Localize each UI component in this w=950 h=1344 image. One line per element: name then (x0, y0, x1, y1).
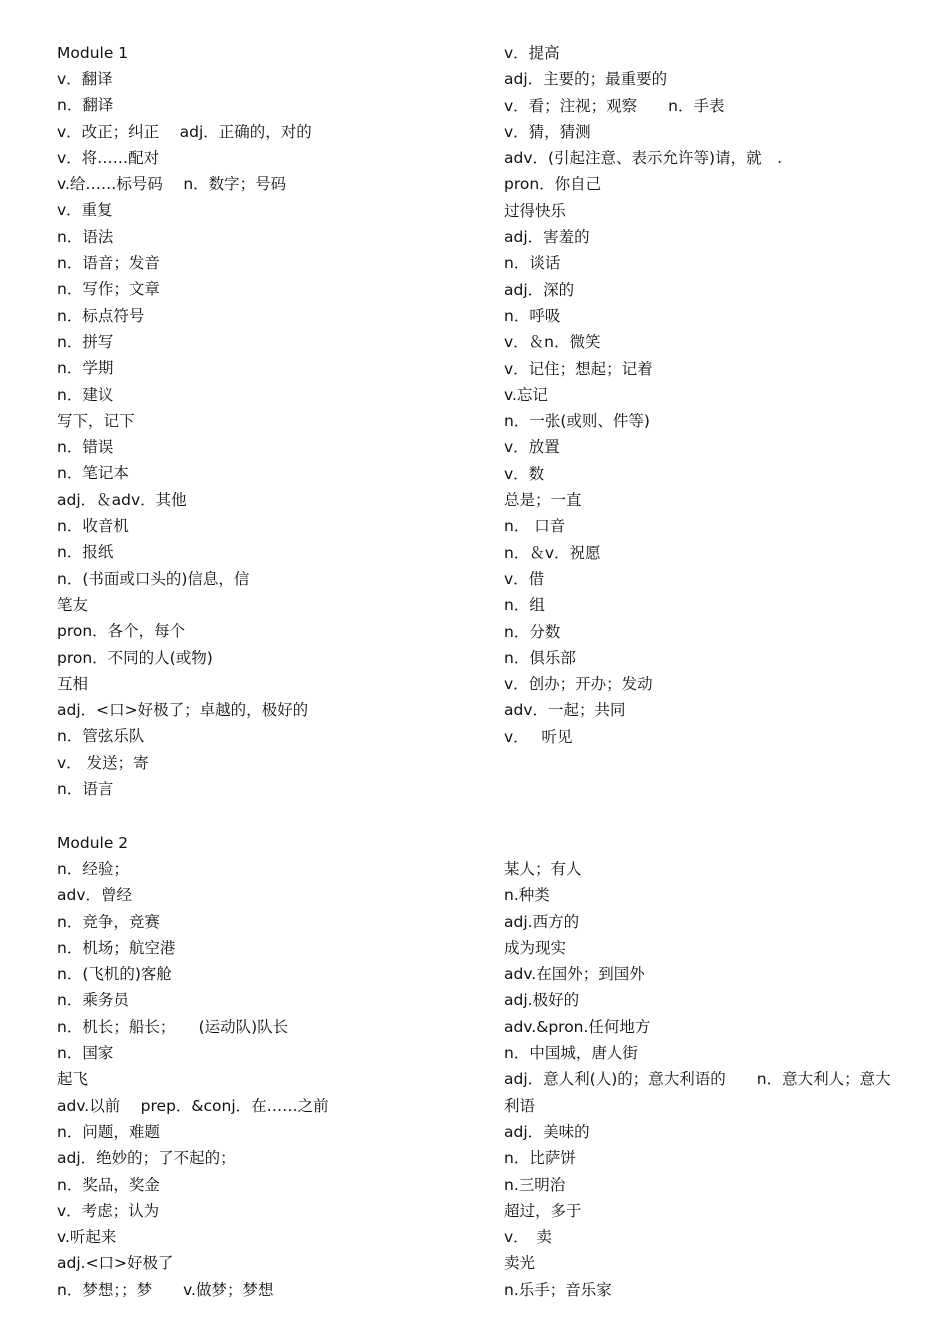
vocab-entry: n．语音；发音 (57, 254, 160, 273)
vocab-entry: n．笔记本 (57, 464, 129, 483)
vocab-entry: adv.以前 prep．&conj．在……之前 (57, 1096, 329, 1115)
vocab-entry: adj.西方的 (504, 912, 580, 931)
vocab-entry: n．组 (504, 596, 545, 615)
vocab-entry: n．报纸 (57, 543, 114, 562)
vocab-entry: 过得快乐 (504, 201, 567, 220)
vocab-entry: 成为现实 (504, 938, 567, 957)
vocab-entry: v．放置 (504, 438, 560, 457)
vocab-entry: v．改正；纠正 adj．正确的，对的 (57, 122, 312, 141)
vocab-entry: n．梦想；；梦 v.做梦；梦想 (57, 1280, 274, 1299)
vocab-entry: v．翻译 (57, 70, 113, 88)
vocab-entry: adj.极好的 (504, 991, 580, 1010)
vocab-entry: v．借 (504, 569, 545, 588)
vocab-entry: n．语言 (57, 780, 114, 799)
vocab-entry: adv．(引起注意、表示允许等)请，就 . (504, 149, 783, 168)
vocab-entry: adj．<口>好极了；卓越的，极好的 (57, 701, 309, 720)
vocab-entry: n．收音机 (57, 517, 129, 536)
vocab-entry: adj．绝妙的；了不起的； (57, 1149, 236, 1168)
vocab-entry: adj．主要的；最重要的 (504, 70, 668, 89)
vocab-entry: n．拼写 (57, 332, 114, 351)
vocab-entry: adv．曾经 (57, 886, 133, 905)
vocab-entry: v．猜，猜测 (504, 122, 591, 141)
vocab-entry: n．国家 (57, 1044, 114, 1063)
vocab-entry: n．中国城，唐人街 (504, 1044, 638, 1063)
vocab-entry: n．竞争，竞赛 (57, 912, 160, 931)
vocab-entry: v.听起来 (57, 1228, 117, 1247)
module-1-title: Module 1 (57, 44, 129, 62)
vocab-entry: v．＆n．微笑 (504, 333, 601, 352)
module-1-left-column (57, 66, 497, 802)
vocab-entry: n．机场；航空港 (57, 938, 176, 957)
vocab-entry: v． 听见 (504, 727, 573, 746)
vocab-entry: n．建议 (57, 385, 114, 404)
vocab-entry: n．机长；船长； (运动队)队长 (57, 1017, 289, 1036)
vocab-entry: n.乐手；音乐家 (504, 1280, 612, 1299)
vocab-entry: v．提高 (504, 44, 560, 62)
vocab-entry: pron．你自己 (504, 175, 602, 194)
vocab-entry: 互相 (57, 674, 89, 693)
module-1-section (57, 40, 937, 799)
vocab-entry: n．问题，难题 (57, 1122, 160, 1141)
module-2-section (57, 830, 937, 1299)
vocab-entry: n．比萨饼 (504, 1149, 576, 1168)
vocab-entry: 笔友 (57, 595, 89, 614)
vocab-entry: adj.<口>好极了 (57, 1254, 174, 1273)
vocab-entry: v．重复 (57, 201, 113, 220)
vocab-entry: n．经验； (57, 860, 129, 878)
vocab-entry: v．考虑；认为 (57, 1201, 160, 1220)
vocab-entry: n．翻译 (57, 96, 114, 115)
vocab-entry: n．乘务员 (57, 991, 129, 1010)
vocab-entry: adj．＆adv．其他 (57, 490, 187, 509)
vocab-entry: n．谈话 (504, 254, 561, 273)
vocab-entry: n．分数 (504, 622, 561, 641)
vocab-entry: adj．美味的 (504, 1122, 590, 1141)
vocab-entry: adj．意人利(人)的；意大利语的 n．意大利人；意大 (504, 1070, 891, 1089)
vocab-entry: n．写作；文章 (57, 280, 160, 299)
vocab-entry: n．呼吸 (504, 306, 561, 325)
vocab-entry: n.种类 (504, 886, 550, 905)
vocab-entry: pron．不同的人(或物) (57, 648, 213, 667)
vocab-entry: v． 发送；寄 (57, 753, 149, 772)
vocab-entry: v．数 (504, 464, 545, 483)
vocab-entry: 起飞 (57, 1070, 89, 1089)
vocab-entry: adv．一起；共同 (504, 701, 626, 720)
module-2-right-column (504, 856, 944, 1303)
module-1-right-column (504, 40, 944, 750)
vocab-entry: n．奖品，奖金 (57, 1175, 160, 1194)
module-2-left-column (57, 856, 497, 1303)
vocab-entry: n．(书面或口头的)信息，信 (57, 569, 250, 588)
vocab-entry: v.给……标号码 n．数字；号码 (57, 175, 287, 194)
vocab-entry: n．管弦乐队 (57, 727, 145, 746)
vocab-entry: v．记住；想起；记着 (504, 359, 653, 378)
vocab-entry: v．看；注视；观察 n．手表 (504, 96, 725, 115)
vocab-entry: n．俱乐部 (504, 648, 576, 667)
vocab-entry: adv.&pron.任何地方 (504, 1017, 651, 1036)
vocab-entry: 某人；有人 (504, 860, 582, 878)
vocab-entry: adj．深的 (504, 280, 575, 299)
vocab-entry: v． 卖 (504, 1228, 552, 1247)
vocab-entry: n．一张(或则、件等) (504, 412, 650, 431)
vocab-entry: 超过，多于 (504, 1201, 582, 1220)
vocab-entry: n．＆v．祝愿 (504, 543, 601, 562)
vocab-entry: n．错误 (57, 438, 114, 457)
vocab-entry: n．(飞机的)客舱 (57, 965, 172, 984)
vocab-entry: 总是；一直 (504, 491, 582, 510)
vocab-entry: n.三明治 (504, 1175, 566, 1194)
vocab-entry: n． 口音 (504, 517, 566, 536)
vocab-entry: n．学期 (57, 359, 114, 378)
vocab-entry: 写下，记下 (57, 411, 135, 430)
vocab-entry: pron．各个，每个 (57, 622, 186, 641)
vocab-entry: adv.在国外；到国外 (504, 965, 645, 984)
vocab-entry: n．标点符号 (57, 306, 145, 325)
vocab-entry: v．将……配对 (57, 148, 160, 167)
vocab-entry: v.忘记 (504, 385, 548, 404)
vocab-entry: adj．害羞的 (504, 228, 590, 247)
module-2-title: Module 2 (57, 834, 129, 852)
vocab-entry: 利语 (504, 1096, 536, 1115)
vocab-entry: n．语法 (57, 227, 114, 246)
vocab-entry: v．创办；开办；发动 (504, 675, 653, 694)
vocab-entry: 卖光 (504, 1254, 536, 1273)
